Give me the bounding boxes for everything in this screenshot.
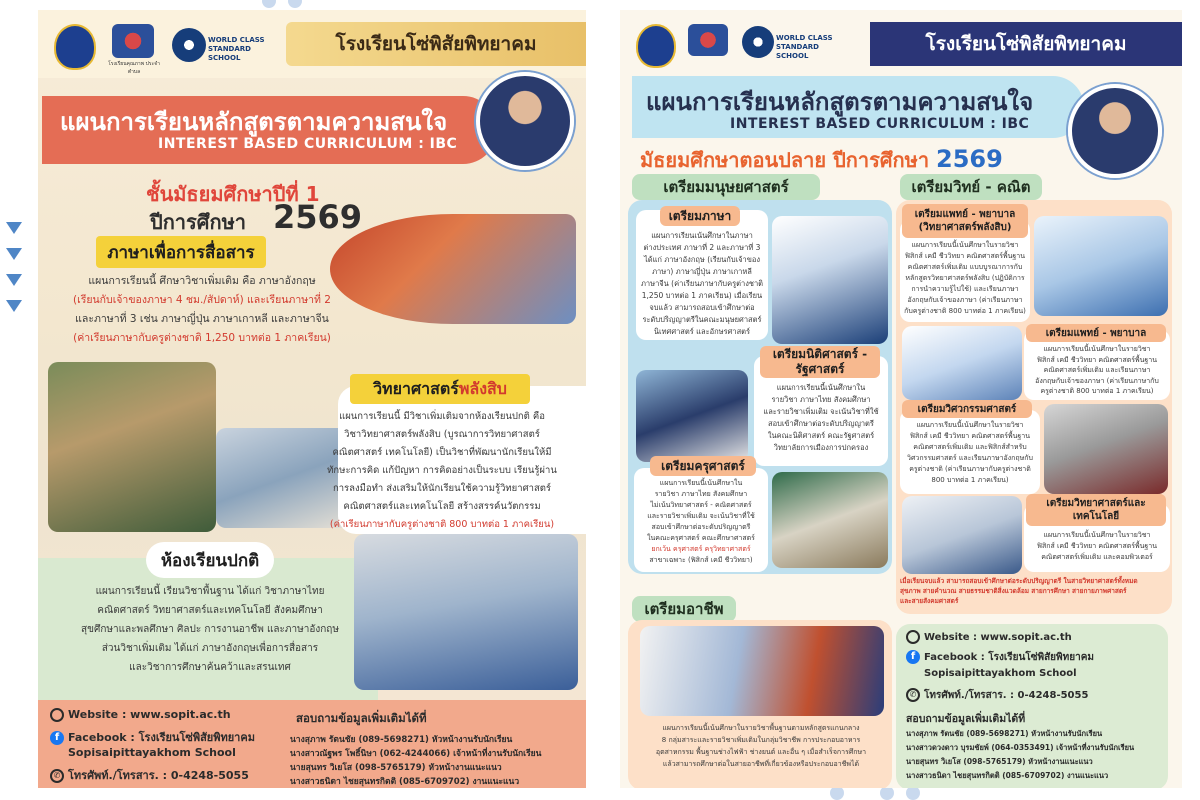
language-desc-line: (เรียนกับเจ้าของภาษา 4 ชม./สัปดาห์) และเรียนภาษาที่ 2 (73, 294, 331, 306)
world-class-globe-logo (742, 26, 774, 58)
desc-line: คณิตศาสตร์เพิ่มเติม และเรียนภาษา (1043, 366, 1151, 374)
website-text: Website : www.sopit.ac.th (924, 632, 1072, 643)
level-text: มัธยมศึกษาตอนปลาย (640, 148, 827, 172)
desc-line: ในคณะครุศาสตร์ คณะศึกษาศาสตร์ (647, 534, 755, 542)
desc-line: 8 กลุ่มสาระและรายวิชาเพิ่มเติมในกลุ่มวิชาชีพ การประกอบอาหาร (661, 736, 861, 744)
poster-upper-secondary (620, 10, 1182, 788)
desc-line: สอบเข้าศึกษาต่อระดับปริญญาตรี (651, 523, 751, 531)
section-tag-language: ภาษาเพื่อการสื่อสาร (96, 236, 266, 268)
desc-line: แผนการเรียนนี้เน้นศึกษาใน (776, 383, 866, 392)
contact-heading: สอบถามข้อมูลเพิ่มเติมได้ที่ (296, 711, 427, 725)
decoration-arrow (6, 274, 22, 286)
tech-students-photo (902, 496, 1022, 574)
desc-line: แผนการเรียนเน้นศึกษาในภาษา (651, 231, 753, 240)
contact-person: นางสาวณัฐพร โพธิ์นิษา (062-4244066) เจ้าหน้าที่งานรับนักเรียน (290, 749, 542, 759)
desc-line: คณิตศาสตร์เพิ่มเติม และคอมพิวเตอร์ (1041, 553, 1153, 561)
desc-line: การนำความรู้ไปใช้) และเรียนภาษา (911, 285, 1019, 293)
tag-law: เตรียมนิติศาสตร์ - รัฐศาสตร์ (760, 346, 880, 378)
desc-line: คณิตศาสตร์เพิ่มเติม และฟิสิกส์สำหรับ (913, 443, 1027, 451)
desc-line: กับครูต่างชาติ 800 บาทต่อ 1 ภาคเรียน) (904, 307, 1026, 315)
decoration-dot (830, 786, 844, 800)
normal-description (48, 582, 372, 677)
desc-line: อังกฤษกับเจ้าของภาษา (ค่าเรียนภาษา (907, 296, 1023, 304)
desc-line: คณิตศาสตร์เพิ่มเติม แบบบูรณาการกับ (907, 263, 1023, 271)
year-value: 2569 (273, 198, 363, 236)
desc-line: ฟิสิกส์ เคมี ชีววิทยา คณิตศาสตร์พื้นฐาน (1036, 542, 1157, 550)
tag-tech: เตรียมวิทยาศาสตร์และเทคโนโลยี (1026, 494, 1166, 526)
director-portrait (476, 72, 574, 170)
year-label: ปีการศึกษา (150, 210, 246, 234)
phone-text: โทรศัพท์./โทรสาร. : 0-4248-5055 (924, 690, 1089, 701)
website-row[interactable] (906, 630, 1072, 644)
desc-line: 800 บาทต่อ 1 ภาคเรียน) (931, 476, 1009, 484)
desc-line: ภาษาจีน (ค่าเรียนภาษากับครูต่างชาติ (640, 279, 764, 288)
education-teachers-photo (772, 472, 888, 568)
director-portrait (1068, 84, 1162, 178)
world-class-globe-logo (172, 28, 206, 62)
language-class-photo (330, 214, 576, 324)
science-desc-line: ทักษะการคิด แก้ปัญหา การคิดอย่างเป็นระบบ เรียนรู้ผ่าน (327, 465, 557, 476)
desc-line: แผนการเรียนนี้เน้นศึกษาในรายวิชา (1043, 345, 1151, 353)
science-description (302, 408, 582, 534)
science-desc-line: (ค่าเรียนภาษากับครูต่างชาติ 800 บาทต่อ 1 ภาคเรียน) (329, 519, 555, 530)
school-name: โรงเรียนโซ่พิสัยพิทยาคม (335, 33, 537, 55)
plan-subtitle: INTEREST BASED CURRICULUM : IBC (158, 136, 458, 152)
normal-desc-line: คณิตศาสตร์ วิทยาศาสตร์และเทคโนโลยี สังคมศึกษา (97, 605, 323, 616)
language-desc-line: และภาษาที่ 3 เช่น ภาษาญี่ปุ่น ภาษาเกาหลี และภาษาจีน (75, 313, 329, 325)
tag-med: เตรียมแพทย์ - พยาบาล (1026, 324, 1166, 342)
engineering-students-photo (1044, 404, 1168, 494)
career-students-photo (640, 626, 884, 716)
globe-icon (906, 630, 920, 644)
contact-person: นายสุนทร วิเยโส (098-5765179) หัวหน้างานแนะแนว (290, 763, 502, 773)
tag-engineering: เตรียมวิศวกรรมศาสตร์ (902, 400, 1032, 418)
decoration-arrow (6, 222, 22, 234)
desc-line: สอบเข้าศึกษาต่อระดับปริญญาตรี (768, 419, 874, 428)
quality-school-logo (112, 24, 154, 58)
contact-heading: สอบถามข้อมูลเพิ่มเติมได้ที่ (906, 713, 1026, 725)
level-and-year (640, 144, 1003, 176)
contact-person: นายสุนทร วิเยโส (098-5765179) หัวหน้างานแนะแนว (906, 757, 1093, 766)
note-line: เมื่อเรียนจบแล้ว สามารถสอบเข้าศึกษาต่อระดับปริญญาตรี ในสายวิทยาศาสตร์ทั้งหมด (900, 577, 1138, 585)
scimath-note (900, 576, 1170, 606)
desc-line: ยกเว้น ครุศาสตร์ ครุวิทยาศาสตร์ (651, 545, 751, 553)
normal-classroom-photo (354, 534, 578, 690)
language-desc-line: (ค่าเรียนภาษากับครูต่างชาติ 1,250 บาทต่อ 1 ภาคเรียน) (73, 332, 331, 344)
group-tag-humanities: เตรียมมนุษยศาสตร์ (632, 174, 820, 200)
school-crest-logo (54, 24, 96, 70)
career-description (632, 722, 890, 770)
phone-text: โทรศัพท์./โทรสาร. : 0-4248-5055 (68, 769, 249, 782)
facebook-text: Facebook : โรงเรียนโซ่พิสัยพิทยาคม (68, 731, 255, 744)
year-value: 2569 (936, 145, 1003, 173)
desc-line: แผนการเรียนนี้เน้นศึกษาในรายวิชา (916, 421, 1024, 429)
phone-row (50, 766, 249, 784)
science-title-b: พลังสิบ (458, 378, 507, 398)
school-name: โรงเรียนโซ่พิสัยพิทยาคม (925, 33, 1127, 55)
note-line: สุขภาพ สายคำนวณ สายธรรมชาติสิ่งแวดล้อม สายการศึกษา สายกายภาพศาสตร์ (900, 587, 1127, 595)
desc-line: ภาษา) ภาษาญี่ปุ่น ภาษาเกาหลี (652, 267, 752, 276)
desc-line: ได้แก่ ภาษาอังกฤษ (เรียนกับเจ้าของ (643, 255, 761, 264)
tag-education: เตรียมครุศาสตร์ (650, 456, 756, 476)
desc-line: จบแล้ว สามารถสอบเข้าศึกษาต่อ (649, 303, 755, 312)
grade-level: ชั้นมัธยมศึกษาปีที่ 1 (146, 182, 320, 206)
law-description (756, 382, 886, 454)
group-tag-scimath: เตรียมวิทย์ - คณิต (900, 174, 1042, 200)
contact-person: นางสุภาพ รัตนชัย (089-5698271) หัวหน้างานรับนักเรียน (906, 729, 1103, 738)
facebook-row[interactable] (50, 728, 255, 746)
desc-line: ฟิสิกส์ เคมี ชีววิทยา คณิตศาสตร์พื้นฐาน (904, 252, 1025, 260)
school-name-banner (286, 22, 586, 66)
decoration-dot (880, 786, 894, 800)
desc-line: และรายวิชาเพิ่มเติม จะเน้นวิชาที่ใช้ (763, 407, 879, 416)
contact-person: นางสาวธนิดา ไชยสุนทรกิตติ (085-6709702) งานแนะแนว (906, 771, 1109, 780)
normal-desc-line: สุขศึกษาและพลศึกษา ศิลปะ การงานอาชีพ และภาษาอังกฤษ (81, 624, 339, 635)
desc-line: ระดับปริญญาตรีในคณะมนุษยศาสตร์ (642, 315, 762, 324)
facebook-icon: f (50, 731, 64, 745)
desc-line: แผนการเรียนนี้เน้นศึกษาในรายวิชาพื้นฐานตามหลักสูตรแกนกลาง (662, 724, 860, 732)
contact-person: นางสาวธนิดา ไชยสุนทรกิตติ (085-6709702) งานแนะแนว (290, 777, 520, 787)
desc-line: อุตสาหกรรม พื้นฐานช่างไฟฟ้า ช่างยนต์ และอื่น ๆ เมื่อสำเร็จการศึกษา (655, 748, 867, 756)
decoration-dot (906, 786, 920, 800)
desc-line: อังกฤษกับเจ้าของภาษา (ค่าเรียนภาษากับ (1035, 376, 1159, 385)
desc-line: ครูต่างชาติ 800 บาทต่อ 1 ภาคเรียน) (1040, 387, 1154, 395)
desc-line: แผนการเรียนนี้เน้นศึกษาในรายวิชา (911, 241, 1019, 249)
note-line: และสายสังคมศาสตร์ (900, 597, 959, 605)
facebook-name: Sopisaipittayakhom School (68, 746, 236, 759)
science-class-photo (48, 362, 216, 532)
quality-school-caption: โรงเรียนคุณภาพ ประจำตำบล (108, 61, 160, 75)
normal-desc-line: แผนการเรียนนี้ เรียนวิชาพื้นฐาน ได้แก่ วิชาภาษาไทย (95, 586, 325, 597)
decoration-arrow (6, 300, 22, 312)
phone-icon: ✆ (50, 769, 64, 783)
desc-line: แล้วสามารถศึกษาต่อในสายอาชีพที่เกี่ยวข้องหรือประกอบอาชีพได้ (662, 760, 860, 768)
school-crest-logo (636, 24, 676, 68)
plan-title: แผนการเรียนหลักสูตรตามความสนใจ (60, 108, 448, 136)
facebook-icon: f (906, 650, 920, 664)
desc-line: แผนการเรียนนี้เน้นศึกษาในรายวิชา (1043, 531, 1151, 539)
desc-line: และรายวิชาเพิ่มเติม จะเน้นวิชาที่ใช้ (647, 512, 755, 520)
desc-line: สาขาเฉพาะ (ฟิสิกส์ เคมี ชีววิทยา) (649, 556, 753, 564)
world-class-logo-text: WORLD CLASS STANDARD SCHOOL (776, 34, 833, 60)
desc-line: ฟิสิกส์ เคมี ชีววิทยา คณิตศาสตร์พื้นฐาน (1036, 355, 1157, 364)
globe-icon (50, 708, 64, 722)
desc-line: แผนการเรียนนี้เน้นศึกษาใน (659, 479, 743, 487)
desc-line: ต่างประเทศ ภาษาที่ 2 และภาษาที่ 3 (643, 243, 761, 252)
decoration-dot (288, 0, 302, 8)
science-desc-line: การลงมือทำ ส่งเสริมให้นักเรียนใช้ความรู้วิทยาศาสตร์ (332, 483, 552, 494)
desc-line: วิศวกรรมศาสตร์ และเรียนภาษาอังกฤษกับ (907, 454, 1033, 462)
website-row[interactable] (50, 708, 231, 722)
decoration-dot (262, 0, 276, 8)
school-name-banner (870, 22, 1182, 66)
section-tag-science (350, 374, 530, 404)
desc-line: รายวิชา ภาษาไทย สังคมศึกษา (654, 490, 748, 498)
contact-person: นางสาวดวงดาว บุรมชัยพ์ (064-0353491) เจ้าหน้าที่งานรับนักเรียน (906, 743, 1135, 752)
language-description (52, 272, 352, 348)
desc-line: ฟิสิกส์ เคมี ชีววิทยา คณิตศาสตร์พื้นฐาน (909, 432, 1030, 440)
normal-desc-line: ส่วนวิชาเพิ่มเติม ได้แก่ ภาษาอังกฤษเพื่อการสื่อสาร (101, 643, 319, 654)
language-description (638, 230, 766, 338)
desc-line: ไม่เน้นวิทยาศาสตร์ - คณิตศาสตร์ (650, 501, 752, 509)
decoration-arrow (6, 248, 22, 260)
desc-line: 1,250 บาทต่อ 1 ภาคเรียน) เมื่อเรียน (641, 291, 763, 300)
section-tag-normal: ห้องเรียนปกติ (146, 542, 274, 578)
science-desc-line: แผนการเรียนนี้ มีวิชาเพิ่มเติมจากห้องเรียนปกติ คือ (339, 411, 545, 422)
desc-line: รายวิชา ภาษาไทย สังคมศึกษา (771, 395, 871, 404)
plan-subtitle: INTEREST BASED CURRICULUM : IBC (730, 116, 1030, 132)
desc-line: นิเทศศาสตร์ และอักษรศาสตร์ (653, 327, 751, 336)
nursing-students-photo (902, 326, 1022, 400)
plan-title: แผนการเรียนหลักสูตรตามความสนใจ (646, 88, 1034, 116)
science-title-a: วิทยาศาสตร์ (373, 378, 459, 398)
science-desc-line: คณิตศาสตร์และเทคโนโลยี สร้างสรรค์นวัตกรรม (343, 501, 541, 512)
med-students-photo (1034, 216, 1168, 316)
science-desc-line: วิชาวิทยาศาสตร์พลังสิบ (บูรณาการวิทยาศาสตร์ (344, 429, 540, 440)
phone-row (906, 688, 1088, 703)
tag-language: เตรียมภาษา (660, 206, 740, 226)
desc-line: ครูต่างชาติ (ค่าเรียนภาษากับครูต่างชาติ (909, 465, 1031, 473)
phone-icon: ✆ (906, 688, 920, 702)
desc-line: วิทยาลัยการเมืองการปกครอง (773, 443, 869, 452)
facebook-row[interactable] (906, 650, 1094, 665)
world-class-logo-text: WORLD CLASS STANDARD SCHOOL (208, 36, 265, 62)
desc-line: หลักสูตรวิทยาศาสตร์พลังสิบ (ปฏิบัติการ (905, 274, 1025, 282)
education-description (636, 478, 766, 566)
language-desc-line: แผนการเรียนนี้ ศึกษาวิชาเพิ่มเติม คือ ภาษาอังกฤษ (88, 275, 316, 287)
quality-school-logo (688, 24, 728, 56)
language-students-photo (772, 216, 888, 344)
contact-person: นางสุภาพ รัตนชัย (089-5698271) หัวหน้างานรับนักเรียน (290, 735, 513, 745)
website-text: Website : www.sopit.ac.th (68, 708, 231, 721)
year-label: ปีการศึกษา (833, 148, 930, 172)
group-tag-career: เตรียมอาชีพ (632, 596, 736, 622)
poster-grade1 (38, 10, 586, 788)
med-plus-description (900, 240, 1030, 317)
facebook-text: Facebook : โรงเรียนโซ่พิสัยพิทยาคม (924, 652, 1094, 663)
facebook-name: Sopisaipittayakhom School (924, 668, 1077, 679)
med-description (1026, 344, 1168, 397)
tag-med-plus: เตรียมแพทย์ - พยาบาล (วิทยาศาสตร์พลังสิบ) (902, 204, 1028, 238)
desc-line: ในคณะนิติศาสตร์ คณะรัฐศาสตร์ (767, 431, 875, 440)
normal-desc-line: และวิชาการศึกษาค้นคว้าและสรนเทศ (129, 662, 291, 673)
science-desc-line: คณิตศาสตร์ เทคโนโลยี) เป็นวิชาที่พัฒนานักเรียนให้มี (332, 447, 552, 458)
law-students-photo (636, 370, 748, 462)
tech-description (1026, 530, 1168, 563)
engineering-description (900, 420, 1040, 486)
